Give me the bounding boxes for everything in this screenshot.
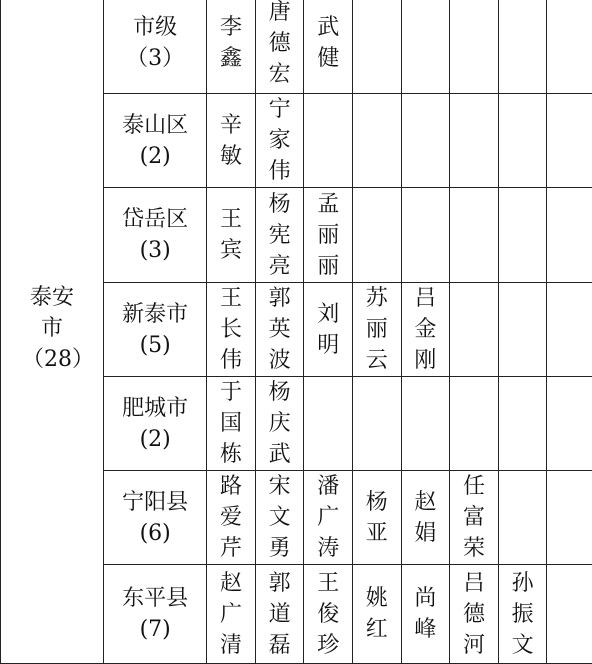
- name-cell: [255, 565, 304, 664]
- empty-cell: [547, 0, 592, 94]
- person-name: 苏丽云: [365, 283, 389, 376]
- empty-cell: [353, 377, 402, 471]
- person-name: 王长伟: [219, 283, 243, 376]
- name-cell: [207, 0, 256, 94]
- empty-cell: [353, 94, 402, 188]
- district-cell: [104, 94, 207, 188]
- person-name: 任富荣: [462, 471, 486, 564]
- person-name: 杨庆武: [268, 377, 292, 470]
- district-name: 宁阳县: [122, 490, 188, 515]
- empty-cell: [401, 188, 450, 283]
- name-cell: [353, 283, 402, 377]
- empty-cell: [304, 94, 353, 188]
- person-name: 吕金刚: [413, 283, 437, 376]
- name-cell: [207, 188, 256, 283]
- empty-cell: [450, 188, 499, 283]
- name-cell: [207, 283, 256, 377]
- name-cell: [255, 94, 304, 188]
- district-count: (3): [140, 238, 171, 263]
- name-cell: [498, 565, 547, 664]
- district-count: (7): [140, 617, 171, 642]
- district-count: (6): [140, 521, 171, 546]
- district-cell: [104, 283, 207, 377]
- person-name: 唐德宏: [268, 0, 292, 90]
- empty-cell: [498, 188, 547, 283]
- district-name: 市级: [133, 15, 177, 40]
- person-name: 杨亚: [365, 487, 389, 549]
- empty-cell: [450, 283, 499, 377]
- name-cell: [450, 471, 499, 565]
- district-name: 肥城市: [122, 396, 188, 421]
- empty-cell: [401, 377, 450, 471]
- empty-cell: [547, 283, 592, 377]
- city-count: （28）: [22, 347, 94, 372]
- empty-cell: [547, 471, 592, 565]
- person-name: 郭英波: [268, 283, 292, 376]
- empty-cell: [498, 283, 547, 377]
- empty-cell: [547, 188, 592, 283]
- person-name: 宁家伟: [268, 94, 292, 187]
- district-cell: [104, 188, 207, 283]
- person-name: 刘明: [316, 299, 340, 361]
- name-cell: [207, 565, 256, 664]
- district-count: (2): [140, 427, 171, 452]
- name-cell: [207, 471, 256, 565]
- empty-cell: [498, 471, 547, 565]
- name-cell: [353, 471, 402, 565]
- district-count: (5): [140, 333, 171, 358]
- name-cell: [304, 283, 353, 377]
- empty-cell: [401, 94, 450, 188]
- person-name: 吕德河: [462, 568, 486, 661]
- district-cell: [104, 377, 207, 471]
- name-cell: [401, 471, 450, 565]
- empty-cell: [401, 0, 450, 94]
- city-cell: [1, 0, 104, 664]
- name-cell: [207, 377, 256, 471]
- person-name: 赵广清: [219, 568, 243, 661]
- person-name: 孙振文: [511, 568, 535, 661]
- district-name: 东平县: [122, 586, 188, 611]
- name-cell: [304, 471, 353, 565]
- district-name: 新泰市: [122, 302, 188, 327]
- district-cell: [104, 565, 207, 664]
- empty-cell: [450, 377, 499, 471]
- empty-cell: [353, 0, 402, 94]
- person-name: 李鑫: [219, 12, 243, 74]
- name-cell: [353, 565, 402, 664]
- district-count: （3）: [126, 46, 184, 71]
- district-cell: [104, 471, 207, 565]
- name-cell: [255, 283, 304, 377]
- table-row: [1, 0, 592, 94]
- person-name: 于国栋: [219, 377, 243, 470]
- name-cell: [450, 565, 499, 664]
- name-cell: [255, 188, 304, 283]
- person-name: 姚红: [365, 583, 389, 645]
- person-name: 武健: [316, 12, 340, 74]
- name-cell: [304, 188, 353, 283]
- person-name: 辛敏: [219, 110, 243, 172]
- name-cell: [255, 0, 304, 94]
- name-cell: [255, 471, 304, 565]
- person-name: 尚峰: [413, 583, 437, 645]
- empty-cell: [498, 0, 547, 94]
- name-cell: [401, 565, 450, 664]
- name-cell: [304, 565, 353, 664]
- person-name: 宋文勇: [268, 471, 292, 564]
- district-cell: [104, 0, 207, 94]
- person-name: 郭道磊: [268, 568, 292, 661]
- empty-cell: [547, 565, 592, 664]
- district-name: 泰山区: [122, 113, 188, 138]
- empty-cell: [547, 377, 592, 471]
- person-name: 孟丽丽: [316, 189, 340, 282]
- person-name: 潘广涛: [316, 471, 340, 564]
- city-name: 泰安市: [30, 285, 74, 341]
- roster-body: [1, 0, 592, 664]
- name-cell: [207, 94, 256, 188]
- empty-cell: [498, 377, 547, 471]
- person-name: 杨宪亮: [268, 189, 292, 282]
- name-cell: [255, 377, 304, 471]
- person-name: 赵娟: [413, 487, 437, 549]
- empty-cell: [547, 94, 592, 188]
- empty-cell: [450, 0, 499, 94]
- district-count: (2): [140, 144, 171, 169]
- empty-cell: [353, 188, 402, 283]
- name-cell: [304, 0, 353, 94]
- empty-cell: [450, 94, 499, 188]
- person-name: 路爱芹: [219, 471, 243, 564]
- person-name: 王俊珍: [316, 568, 340, 661]
- empty-cell: [498, 94, 547, 188]
- name-cell: [401, 283, 450, 377]
- empty-cell: [304, 377, 353, 471]
- person-name: 王宾: [219, 204, 243, 266]
- district-name: 岱岳区: [122, 207, 188, 232]
